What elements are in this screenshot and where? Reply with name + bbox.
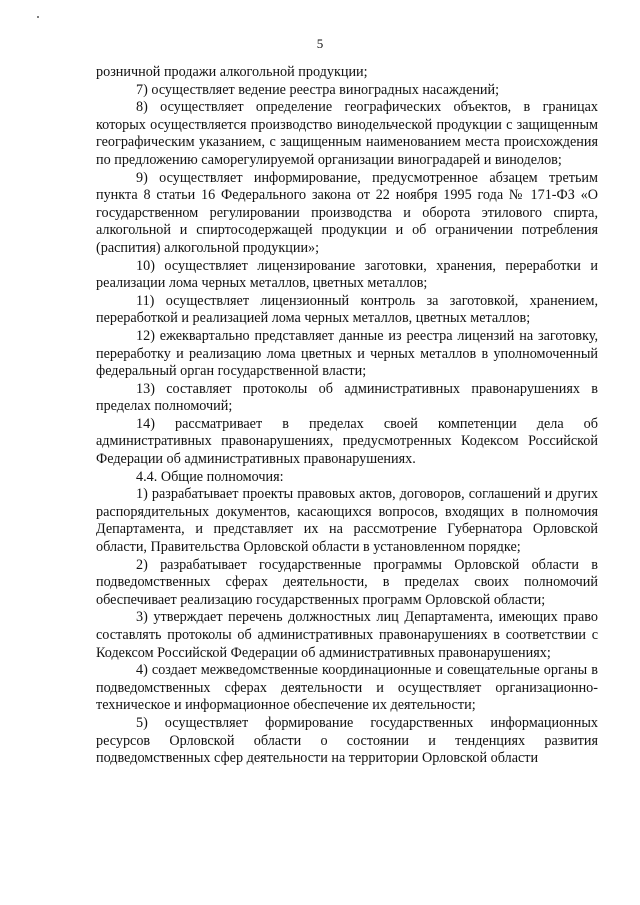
document-body bbox=[96, 64, 598, 768]
paragraph-general-1: 1) разрабатывает проекты правовых актов, договоров, соглашений и других распорядительных документов, касающихся вопросов, входящих в полномочия Департамента, и представляет их на рассмотрение Губернатора Орловской области, Правительства Орловской области в установленном порядке; bbox=[96, 486, 598, 556]
section-heading-4-4: 4.4. Общие полномочия: bbox=[136, 468, 284, 485]
paragraph-item-9: 9) осуществляет информирование, предусмотренное абзацем третьим пункта 8 статьи 16 Федерального закона от 22 ноября 1995 года № 171-ФЗ «О государственном регулировании производства и оборота этилового спирта, алкогольной и спиртосодержащей продукции и об ограничении потребления (распития) алкогольной продукции»; bbox=[96, 169, 598, 256]
paragraph-item-11: 11) осуществляет лицензионный контроль за заготовкой, хранением, переработкой и реализацией лома черных металлов, цветных металлов; bbox=[96, 292, 598, 327]
scan-speck bbox=[37, 16, 39, 18]
paragraph-general-3: 3) утверждает перечень должностных лиц Департамента, имеющих право составлять протоколы об административных правонарушениях в соответствии с Кодексом Российской Федерации об административных правонарушениях; bbox=[96, 609, 598, 661]
paragraph-item-13: 13) составляет протоколы об административных правонарушениях в пределах полномочий; bbox=[96, 380, 598, 415]
paragraph-item-12: 12) ежеквартально представляет данные из реестра лицензий на заготовку, переработку и реализацию лома цветных и черных металлов в уполномоченный федеральный орган государственной власти; bbox=[96, 327, 598, 380]
page-number: 5 bbox=[316, 36, 324, 51]
paragraph-item-8: 8) осуществляет определение географических объектов, в границах которых осуществляется производство винодельческой продукции с защищенным географическим указанием, с защищенным наименованием места происхождения по предложению саморегулируемой организации виноградарей и виноделов; bbox=[96, 99, 598, 168]
paragraph-general-5: 5) осуществляет формирование государственных информационных ресурсов Орловской области о состоянии и тенденциях развития подведомственных сфер деятельности на территории Орловской области bbox=[96, 714, 598, 767]
paragraph-item-7: 7) осуществляет ведение реестра виноградных насаждений; bbox=[136, 81, 500, 98]
paragraph-item-14: 14) рассматривает в пределах своей компетенции дела об административных правонарушениях, предусмотренных Кодексом Российской Федерации об административных правонарушениях. bbox=[96, 415, 598, 468]
paragraph-general-2: 2) разрабатывает государственные программы Орловской области в подведомственных сферах деятельности, в пределах своих полномочий обеспечивает реализацию государственных программ Орловской области; bbox=[96, 556, 598, 608]
paragraph-item-10: 10) осуществляет лицензирование заготовки, хранения, переработки и реализации лома черных металлов, цветных металлов; bbox=[96, 257, 598, 292]
paragraph-continuation: розничной продажи алкогольной продукции; bbox=[96, 64, 368, 80]
paragraph-general-4: 4) создает межведомственные координационные и совещательные органы в подведомственных сферах деятельности и осуществляет организационно-техническое и информационное обеспечение их деятельности; bbox=[96, 662, 598, 714]
